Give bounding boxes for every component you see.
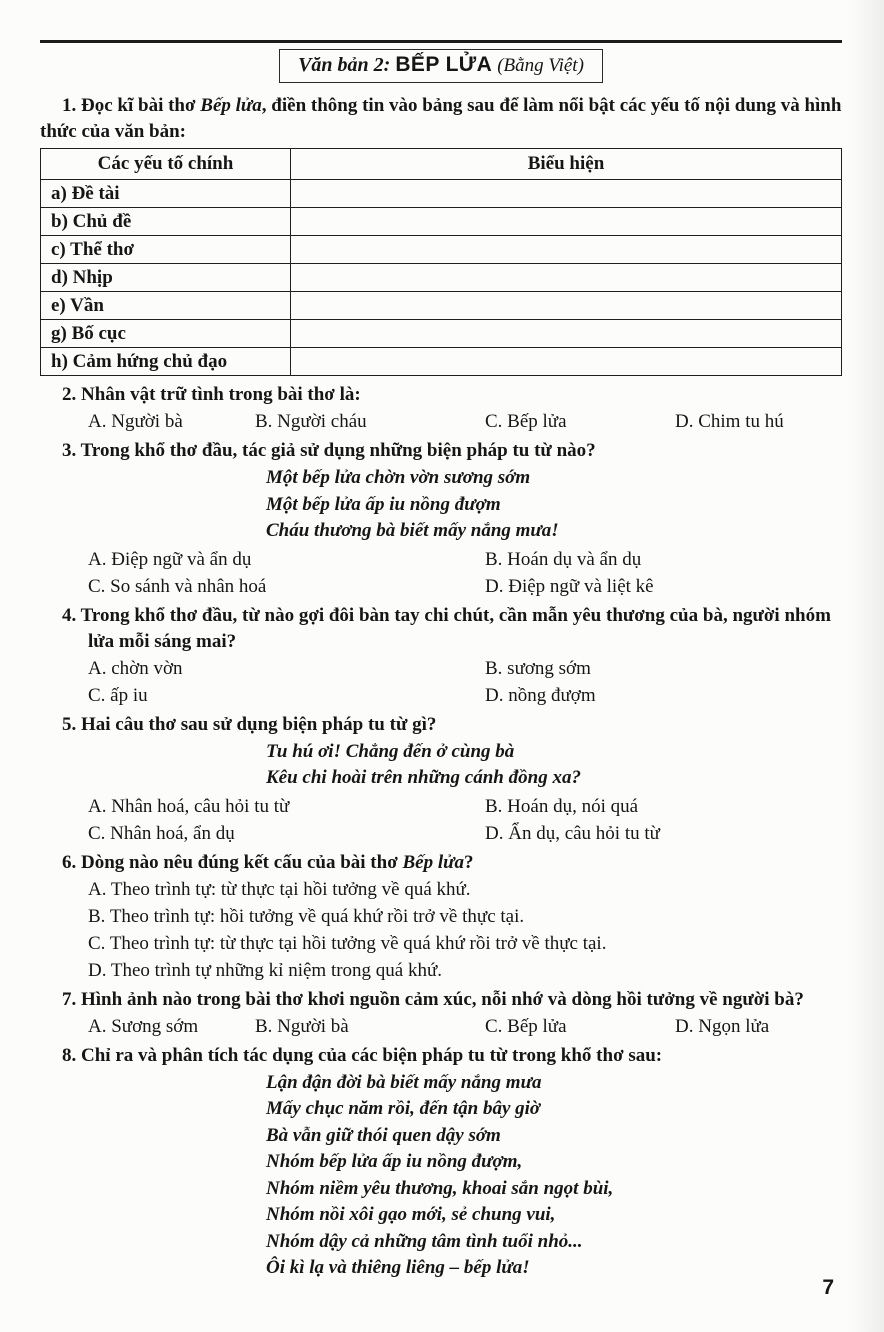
row-label-van: e) Vần: [41, 292, 291, 320]
row-label-chu-de: b) Chủ đề: [41, 208, 291, 236]
title-box: [279, 49, 603, 83]
answer-cell: [291, 292, 842, 320]
table-row: [41, 180, 842, 208]
poem-line: Nhóm dậy cả những tâm tình tuổi nhỏ...: [266, 1230, 583, 1252]
answer-cell: [291, 208, 842, 236]
row-label-de-tai: a) Đề tài: [41, 180, 291, 208]
question-3-text: Trong khổ thơ đầu, tác giả sử dụng những biện pháp tu từ nào?: [80, 440, 596, 461]
question-7-number: 7.: [62, 988, 77, 1010]
option-c: C. ấp iu: [88, 684, 148, 706]
table-row: [41, 348, 842, 376]
poem-line: Bà vẫn giữ thói quen dậy sớm: [266, 1124, 501, 1146]
question-2-number: 2.: [62, 384, 77, 405]
title-name: BẾP LỬA: [395, 53, 493, 76]
question-2-options: [40, 408, 842, 435]
option-d: D. Chim tu hú: [675, 411, 784, 432]
title-author: (Bằng Việt): [497, 55, 584, 76]
question-7-text: Hình ảnh nào trong bài thơ khơi nguồn cảm xúc, nỗi nhớ và dòng hồi tưởng về người bà?: [81, 988, 804, 1010]
question-6-text-after: ?: [464, 851, 474, 873]
answer-cell: [291, 348, 842, 376]
option-b: B. Theo trình tự: hồi tưởng về quá khứ rồi trở về thực tại.: [88, 905, 525, 927]
question-5-text: Hai câu thơ sau sử dụng biện pháp tu từ gì?: [81, 713, 437, 735]
table-row: [41, 236, 842, 264]
poem-line: Lận đận đời bà biết mấy nắng mưa: [266, 1071, 542, 1093]
option-c: C. Theo trình tự: từ thực tại hồi tưởng về quá khứ rồi trở về thực tại.: [88, 932, 607, 954]
poem-line: Nhóm nồi xôi gạo mới, sẻ chung vui,: [266, 1204, 556, 1225]
question-1-number: 1.: [62, 95, 77, 116]
option-d: D. Ẩn dụ, câu hỏi tu từ: [485, 822, 660, 844]
question-2: [40, 382, 842, 408]
option-b: B. Hoán dụ và ẩn dụ: [485, 548, 642, 570]
question-6-number: 6.: [62, 851, 77, 873]
row-label-the-tho: c) Thể thơ: [41, 236, 291, 264]
poem-line: Ôi kì lạ và thiêng liêng – bếp lửa!: [266, 1257, 530, 1278]
option-a: A. Theo trình tự: từ thực tại hồi tưởng về quá khứ.: [88, 878, 471, 900]
question-7-options: [40, 1013, 842, 1040]
question-8: [40, 1043, 842, 1069]
poem-line: Tu hú ơi! Chẳng đến ở cùng bà: [266, 740, 515, 762]
question-6-text-before: Dòng nào nêu đúng kết cấu của bài thơ: [81, 851, 398, 873]
poem-line: Cháu thương bà biết mấy nắng mưa!: [266, 520, 559, 541]
poem-line: Một bếp lửa chờn vờn sương sớm: [266, 467, 531, 488]
question-3-poem: [40, 465, 842, 545]
question-5: [40, 712, 842, 738]
question-6: [40, 850, 842, 876]
row-label-cam-hung: h) Cảm hứng chủ đạo: [41, 348, 291, 376]
question-3-number: 3.: [62, 440, 77, 461]
top-rule: [40, 40, 842, 43]
option-d: D. Theo trình tự những kỉ niệm trong quá khứ.: [88, 959, 443, 981]
poem-line: Nhóm niềm yêu thương, khoai sắn ngọt bùi,: [266, 1177, 614, 1199]
question-2-text: Nhân vật trữ tình trong bài thơ là:: [81, 384, 361, 405]
option-a: A. Nhân hoá, câu hỏi tu từ: [88, 795, 290, 817]
option-a: A. Điệp ngữ và ẩn dụ: [88, 548, 252, 570]
table-row: [41, 320, 842, 348]
question-6-italic: Bếp lửa: [402, 851, 464, 873]
answer-cell: [291, 180, 842, 208]
row-label-nhip: d) Nhịp: [41, 264, 291, 292]
option-b: B. Người cháu: [255, 411, 367, 432]
answer-cell: [291, 236, 842, 264]
option-d: D. Điệp ngữ và liệt kê: [485, 575, 654, 597]
option-d: D. nồng đượm: [485, 684, 596, 706]
option-c: C. Nhân hoá, ẩn dụ: [88, 822, 235, 844]
option-a: A. Sương sớm: [88, 1015, 199, 1037]
question-6-options: [40, 876, 842, 984]
option-b: B. Hoán dụ, nói quá: [485, 795, 639, 817]
row-label-bo-cuc: g) Bố cục: [41, 320, 291, 348]
table-header-row: [41, 149, 842, 180]
question-1-text-after: , điền thông tin vào bảng sau để làm nổi bật các yếu tố nội dung và hình thức của văn bản:: [40, 95, 842, 142]
elements-table: [40, 148, 842, 376]
table-row: [41, 208, 842, 236]
question-4: [40, 603, 842, 655]
answer-cell: [291, 264, 842, 292]
question-4-options: [40, 655, 842, 709]
option-b: B. Người bà: [255, 1015, 349, 1037]
question-7: [40, 987, 842, 1013]
option-a: A. Người bà: [88, 411, 183, 432]
option-a: A. chờn vờn: [88, 657, 183, 679]
question-4-text: Trong khổ thơ đầu, từ nào gợi đôi bàn tay chi chút, cần mẫn yêu thương của bà, người nhóm lửa mỗi sáng mai?: [80, 604, 831, 652]
answer-cell: [291, 320, 842, 348]
question-5-poem: [40, 739, 842, 792]
table-row: [41, 264, 842, 292]
poem-line: Một bếp lửa ấp iu nồng đượm: [266, 493, 501, 515]
question-1: [40, 93, 842, 145]
question-8-poem: [40, 1070, 842, 1282]
option-c: C. Bếp lửa: [485, 411, 567, 432]
table-header-expression: Biểu hiện: [291, 149, 842, 180]
question-1-text-before: Đọc kĩ bài thơ: [81, 95, 196, 116]
question-3-options: [40, 546, 842, 600]
question-1-italic: Bếp lửa: [200, 95, 262, 116]
page-number: 7: [822, 1276, 834, 1299]
question-5-number: 5.: [62, 713, 77, 735]
poem-line: Kêu chi hoài trên những cánh đồng xa?: [266, 767, 581, 788]
question-5-options: [40, 793, 842, 847]
option-d: D. Ngọn lửa: [675, 1015, 770, 1037]
option-c: C. So sánh và nhân hoá: [88, 575, 267, 597]
table-header-elements: Các yếu tố chính: [41, 149, 291, 180]
question-8-number: 8.: [62, 1044, 77, 1066]
option-c: C. Bếp lửa: [485, 1015, 567, 1037]
question-3: [40, 438, 842, 464]
question-8-text: Chỉ ra và phân tích tác dụng của các biện pháp tu từ trong khổ thơ sau:: [81, 1044, 663, 1066]
poem-line: Nhóm bếp lửa ấp iu nồng đượm,: [266, 1151, 523, 1172]
title-prefix: Văn bản 2:: [298, 54, 391, 76]
table-row: [41, 292, 842, 320]
question-4-number: 4.: [62, 604, 77, 626]
option-b: B. sương sớm: [485, 657, 591, 679]
poem-line: Mấy chục năm rồi, đến tận bây giờ: [266, 1098, 541, 1119]
